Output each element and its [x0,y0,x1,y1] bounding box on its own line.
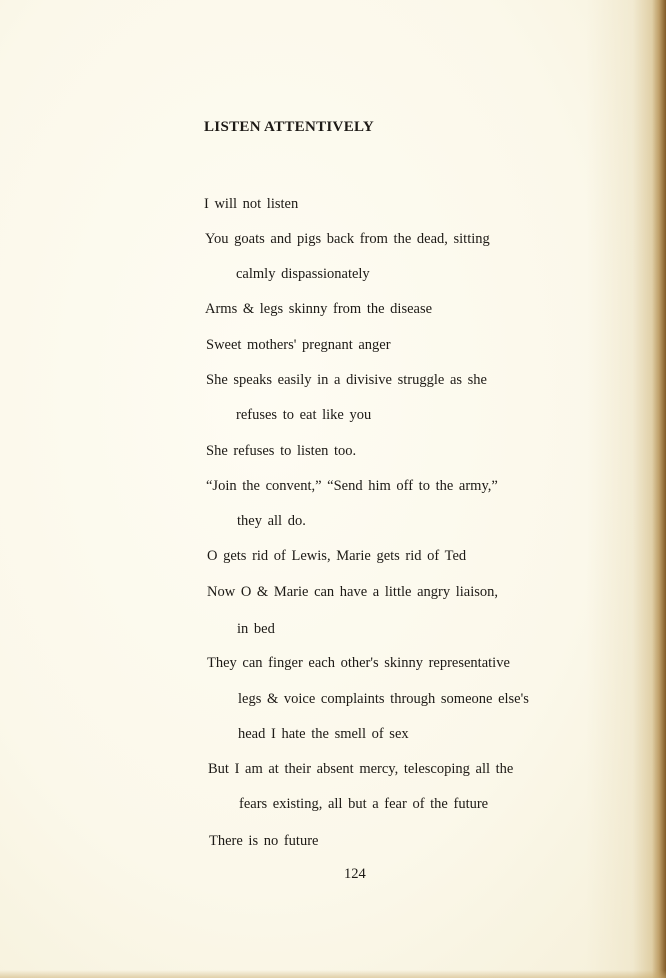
poem-line: I will not listen [204,196,299,212]
poem-line-indented: legs & voice complaints through someone else's [238,691,529,707]
page-bottom-edge [0,970,666,978]
poem-line: They can finger each other's skinny representative [207,655,510,671]
poem-line: There is no future [209,833,319,849]
poem-line: O gets rid of Lewis, Marie gets rid of Ted [207,548,467,564]
poem-line: Arms & legs skinny from the disease [205,301,433,317]
poem-line: “Join the convent,” “Send him off to the army,” [206,478,498,494]
poem-line: She refuses to listen too. [206,443,357,459]
poem-line-indented: in bed [237,621,275,637]
poem-line-indented: calmly dispassionately [236,266,370,282]
poem-line: Sweet mothers' pregnant anger [206,337,391,353]
poem-line-indented: fears existing, all but a fear of the future [239,796,489,812]
poem-line: But I am at their absent mercy, telescoping all the [208,761,514,777]
page-edge-shadow [652,0,666,978]
page-number: 124 [344,866,366,882]
poem-line-indented: they all do. [237,513,306,529]
poem-line: Now O & Marie can have a little angry liaison, [207,584,499,600]
poem-line: You goats and pigs back from the dead, sitting [205,231,490,247]
poem-line: She speaks easily in a divisive struggle as she [206,372,487,388]
poem-title: LISTEN ATTENTIVELY [204,119,375,135]
poem-line-indented: refuses to eat like you [236,407,372,423]
poem-line-indented: head I hate the smell of sex [238,726,409,742]
